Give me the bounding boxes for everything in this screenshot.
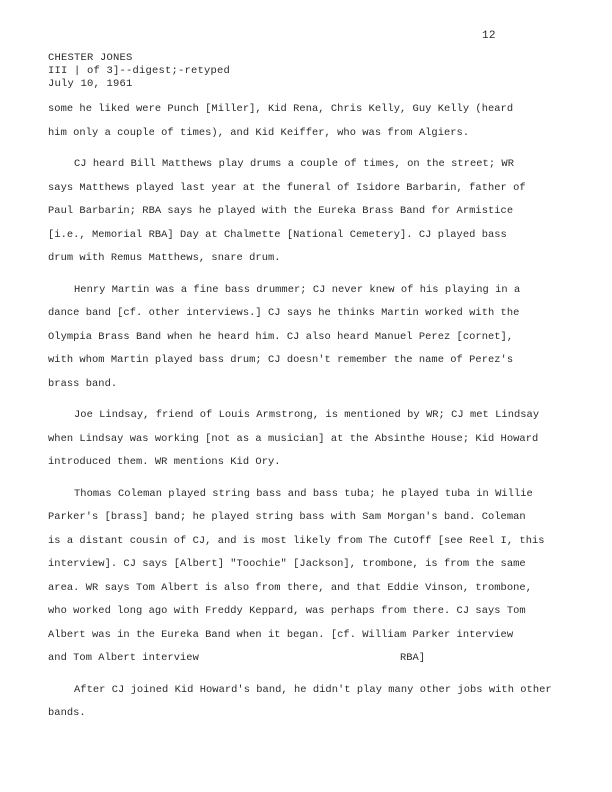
text-line: bands. bbox=[48, 707, 86, 719]
text-line: and Tom Albert interview RBA] bbox=[48, 652, 426, 664]
document-body bbox=[48, 98, 568, 734]
text-line: area. WR says Tom Albert is also from there, and that Eddie Vinson, trombone, bbox=[48, 581, 532, 594]
paragraph-joe-lindsay bbox=[48, 404, 568, 475]
reel-info: III | of 3]--digest;-retyped bbox=[48, 65, 231, 77]
text-line: Henry Martin was a fine bass drummer; CJ never knew of his playing in a bbox=[74, 283, 521, 296]
text-line: is a distant cousin of CJ, and is most likely from The CutOff [see Reel I, this bbox=[48, 534, 545, 547]
paragraph-bill-matthews bbox=[48, 153, 568, 271]
paragraph-continuation bbox=[48, 98, 568, 145]
text-line: who worked long ago with Freddy Keppard, was perhaps from there. CJ says Tom bbox=[48, 605, 526, 617]
text-line: Paul Barbarin; RBA says he played with the Eureka Brass Band for Armistice bbox=[48, 205, 514, 217]
text-line: brass band. bbox=[48, 377, 118, 390]
paragraph-kid-howard-band bbox=[48, 679, 568, 726]
text-line: Olympia Brass Band when he heard him. CJ also heard Manuel Perez [cornet], bbox=[48, 330, 514, 343]
text-line: Joe Lindsay, friend of Louis Armstrong, is mentioned by WR; CJ met Lindsay bbox=[74, 409, 540, 421]
text-line: CJ heard Bill Matthews play drums a couple of times, on the street; WR bbox=[74, 158, 514, 170]
page-number: 12 bbox=[482, 30, 496, 42]
text-line: Thomas Coleman played string bass and bass tuba; he played tuba in Willie bbox=[74, 487, 533, 500]
paragraph-thomas-coleman bbox=[48, 483, 568, 671]
text-line: some he liked were Punch [Miller], Kid Rena, Chris Kelly, Guy Kelly (heard bbox=[48, 103, 514, 115]
text-line: says Matthews played last year at the funeral of Isidore Barbarin, father of bbox=[48, 181, 526, 194]
text-line: him only a couple of times), and Kid Keiffer, who was from Algiers. bbox=[48, 126, 470, 139]
text-line: interview]. CJ says [Albert] "Toochie" [Jackson], trombone, is from the same bbox=[48, 558, 526, 570]
text-line: drum with Remus Matthews, snare drum. bbox=[48, 252, 281, 264]
interview-date: July 10, 1961 bbox=[48, 78, 133, 90]
text-line: After CJ joined Kid Howard's band, he didn't play many other jobs with other bbox=[74, 683, 552, 696]
document-header bbox=[48, 52, 230, 91]
interviewee-name: CHESTER JONES bbox=[48, 52, 133, 64]
text-line: dance band [cf. other interviews.] CJ says he thinks Martin worked with the bbox=[48, 307, 520, 319]
text-line: with whom Martin played bass drum; CJ doesn't remember the name of Perez's bbox=[48, 354, 514, 366]
text-line: Albert was in the Eureka Band when it began. [cf. William Parker interview bbox=[48, 628, 514, 641]
text-line: introduced them. WR mentions Kid Ory. bbox=[48, 456, 281, 468]
text-line: Parker's [brass] band; he played string bass with Sam Morgan's band. Coleman bbox=[48, 511, 526, 523]
text-line: when Lindsay was working [not as a musician] at the Absinthe House; Kid Howard bbox=[48, 432, 539, 445]
text-line: [i.e., Memorial RBA] Day at Chalmette [National Cemetery]. CJ played bass bbox=[48, 228, 507, 241]
paragraph-henry-martin bbox=[48, 279, 568, 397]
